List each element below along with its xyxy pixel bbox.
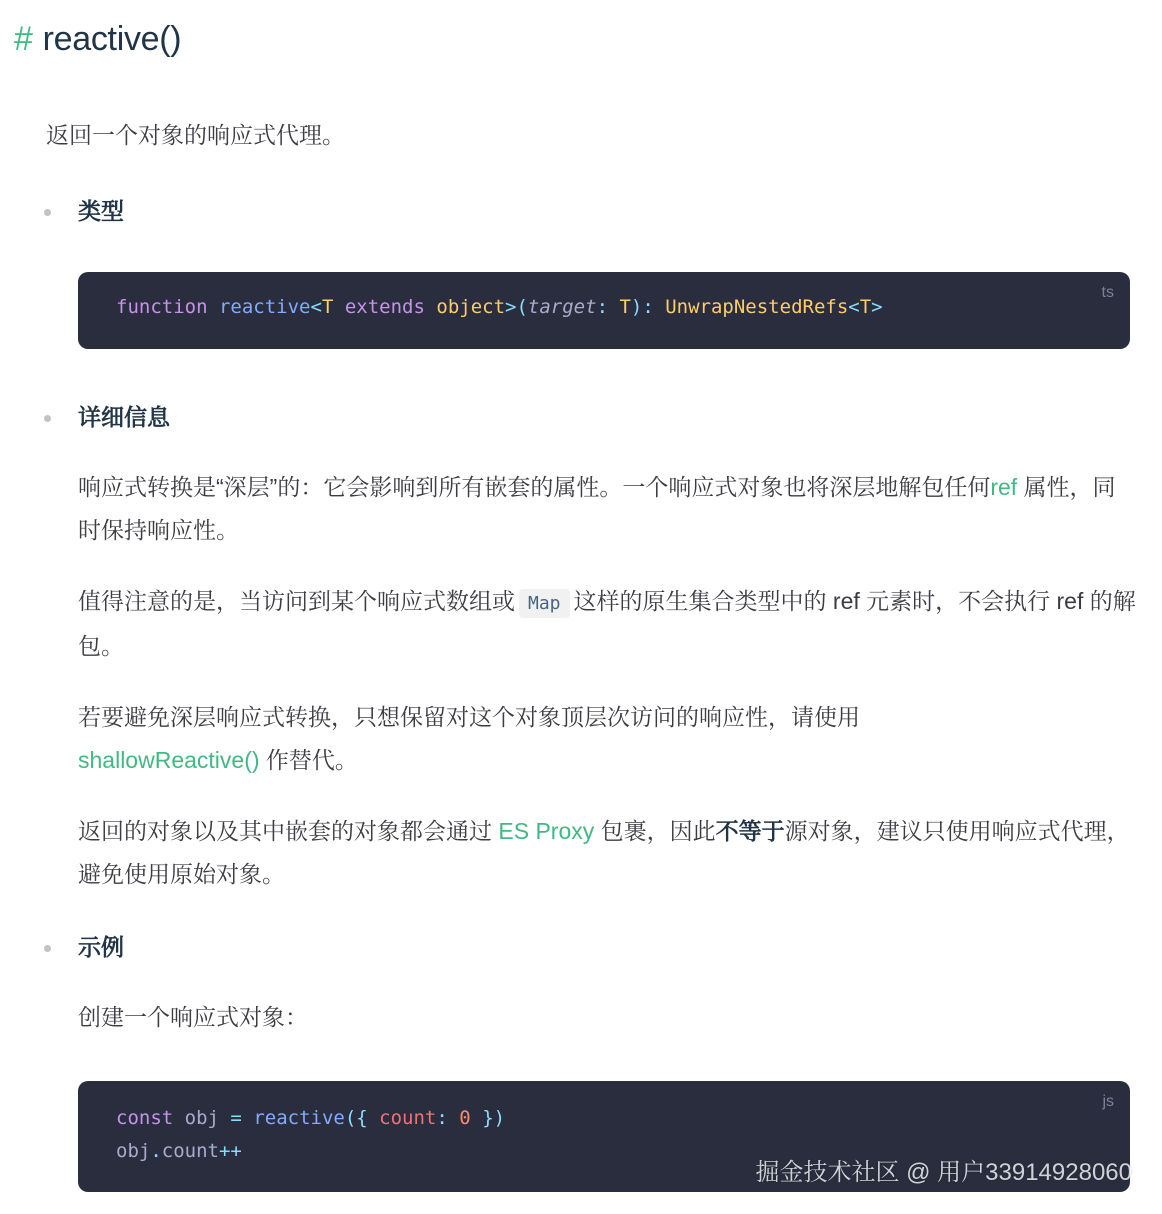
code-token	[208, 296, 219, 318]
code-token: :	[596, 296, 620, 318]
section-example-label: 示例	[78, 934, 124, 960]
es-proxy-link[interactable]: ES Proxy	[498, 818, 595, 844]
text-run: 响应式转换是“深层”的：它会影响到所有嵌套的属性。一个响应式对象也将深层地解包任何	[78, 474, 991, 500]
code-lang-label: ts	[1101, 284, 1114, 301]
code-token: 0	[459, 1107, 471, 1129]
code-token: count	[379, 1107, 437, 1129]
code-token: T	[321, 296, 334, 318]
bullet-icon	[44, 209, 51, 216]
details-paragraph-2	[78, 580, 1138, 668]
code-token: <	[310, 296, 322, 318]
text-run: 返回的对象以及其中嵌套的对象都会通过	[78, 818, 499, 844]
code-token: obj	[173, 1107, 231, 1129]
text-run: 若要避免深层响应式转换，只想保留对这个对象顶层次访问的响应性，请使用	[78, 704, 860, 730]
code-token: })	[482, 1107, 506, 1129]
code-token: >	[505, 296, 517, 318]
code-token	[333, 296, 344, 318]
page-title	[14, 20, 181, 59]
code-token: :	[436, 1107, 448, 1129]
code-token: .	[150, 1140, 162, 1162]
code-token	[448, 1107, 459, 1129]
code-token: reactive	[218, 296, 311, 318]
code-token: ):	[630, 296, 666, 318]
text-run: 源对象，建议只使用响应式代理，避免使用原始对象。	[78, 818, 1130, 887]
details-paragraph-3	[78, 696, 1138, 782]
code-line	[116, 296, 883, 318]
code-token	[425, 296, 436, 318]
strong-text: 不等于	[715, 818, 785, 844]
code-token: UnwrapNestedRefs	[665, 296, 849, 318]
code-token: ({	[344, 1107, 368, 1129]
code-token: >	[871, 296, 883, 318]
watermark: 掘金技术社区 @ 用户33914928060	[755, 1159, 1132, 1186]
code-line	[116, 1140, 242, 1162]
section-type-label: 类型	[78, 198, 124, 224]
text-run: 值得注意的是，当访问到某个响应式数组或	[78, 588, 515, 614]
text-run: 包裹，因此	[594, 818, 716, 844]
text-run: 这样的原生集合类型中的 ref 元素时，不会执行 ref 的解包。	[78, 588, 1136, 659]
code-token: (	[516, 296, 528, 318]
code-token	[368, 1107, 379, 1129]
code-token: extends	[344, 296, 425, 318]
code-token	[471, 1107, 482, 1129]
code-token: reactive	[253, 1107, 345, 1129]
code-token: ++	[218, 1140, 242, 1162]
example-intro: 创建一个响应式对象：	[78, 1004, 308, 1030]
code-lang-label: js	[1102, 1093, 1114, 1110]
text-run: 属性，同时保持响应性。	[78, 474, 1116, 543]
code-token: target	[527, 296, 597, 318]
bullet-icon	[44, 415, 51, 422]
shallow-reactive-link[interactable]: shallowReactive()	[78, 747, 260, 773]
text-run: 作替代。	[259, 747, 358, 773]
heading-anchor[interactable]: #	[14, 20, 33, 58]
code-token: function	[116, 296, 208, 318]
inline-code-map: Map	[519, 589, 570, 618]
code-token: T	[619, 296, 631, 318]
code-line	[116, 1107, 505, 1129]
code-token: obj	[116, 1140, 151, 1162]
code-token: count	[161, 1140, 219, 1162]
code-token: =	[230, 1107, 242, 1129]
code-token	[242, 1107, 253, 1129]
code-token: <	[848, 296, 860, 318]
type-code-block	[78, 272, 1130, 349]
code-token: object	[436, 296, 506, 318]
bullet-icon	[44, 945, 51, 952]
lead-paragraph: 返回一个对象的响应式代理。	[46, 122, 345, 148]
code-token: T	[859, 296, 872, 318]
code-token: const	[116, 1107, 174, 1129]
ref-link[interactable]: ref	[990, 474, 1018, 500]
page-title-text: reactive()	[42, 20, 182, 58]
section-details-label: 详细信息	[78, 404, 170, 430]
details-paragraph-4	[78, 810, 1138, 896]
details-paragraph-1	[78, 466, 1138, 552]
